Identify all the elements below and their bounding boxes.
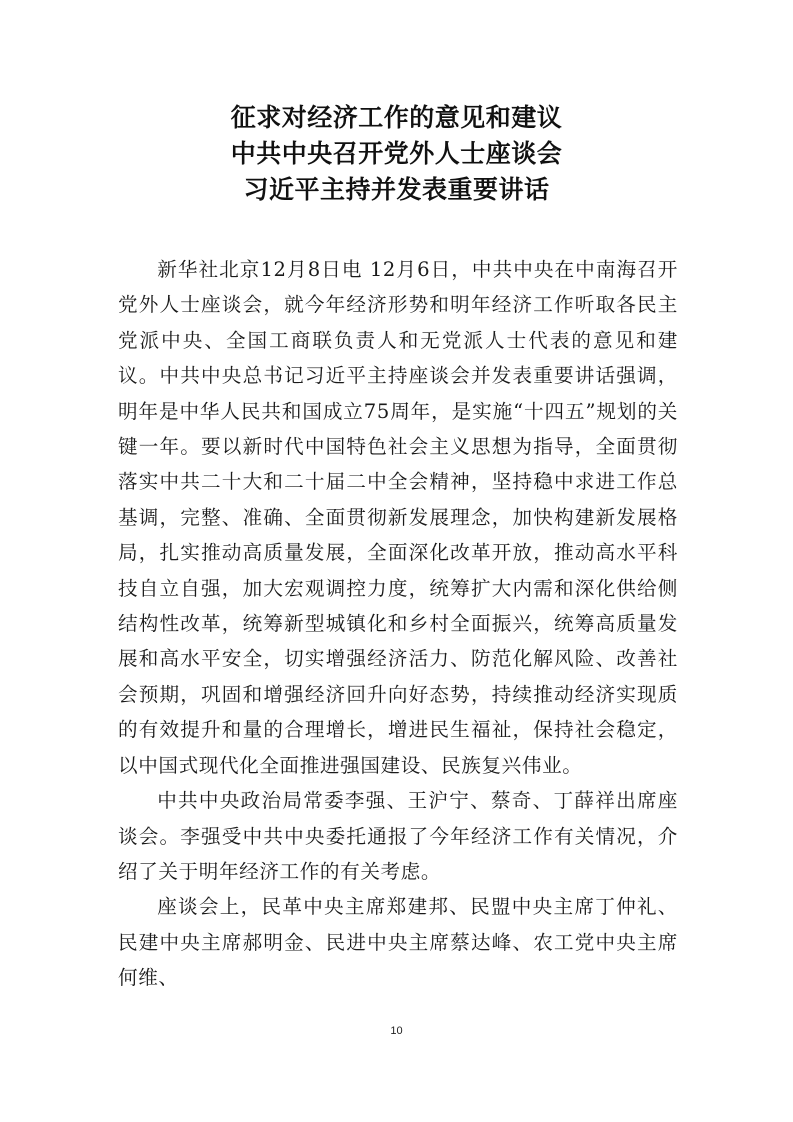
- article-body: [118, 252, 678, 996]
- title-line-1: 征求对经济工作的意见和建议: [230, 103, 563, 132]
- title-line-3: 习近平主持并发表重要讲话: [243, 175, 550, 204]
- title-line-2: 中共中央召开党外人士座谈会: [230, 139, 563, 168]
- paragraph-2: 中共中央政治局常委李强、王沪宁、蔡奇、丁薛祥出席座谈会。李强受中共中央委托通报了今年经济工作有关情况，介绍了关于明年经济工作的有关考虑。: [118, 789, 678, 883]
- page-number: 10: [390, 1025, 403, 1037]
- paragraph-3: 座谈会上，民革中央主席郑建邦、民盟中央主席丁仲礼、民建中央主席郝明金、民进中央主席蔡达峰、农工党中央主席何维、: [118, 895, 678, 990]
- article-title: [0, 100, 793, 208]
- paragraph-1: 新华社北京12月8日电 12月6日，中共中央在中南海召开党外人士座谈会，就今年经济形势和明年经济工作听取各民主党派中央、全国工商联负责人和无党派人士代表的意见和建议。中共中央总书记习近平主持座谈会并发表重要讲话强调，明年是中华人民共和国成立75周年，是实施“十四五”规划的关键一年。要以新时代中国特色社会主义思想为指导，全面贯彻落实中共二十大和二十届二中全会精神，坚持稳中求进工作总基调，完整、准确、全面贯彻新发展理念，加快构建新发展格局，扎实推动高质量发展，全面深化改革开放，推动高水平科技自立自强，加大宏观调控力度，统筹扩大内需和深化供给侧结构性改革，统筹新型城镇化和乡村全面振兴，统筹高质量发展和高水平安全，切实增强经济活力、防范化解风险、改善社会预期，巩固和增强经济回升向好态势，持续推动经济实现质的有效提升和量的合理增长，增进民生福祉，保持社会稳定，以中国式现代化全面推进强国建设、民族复兴伟业。: [118, 258, 678, 777]
